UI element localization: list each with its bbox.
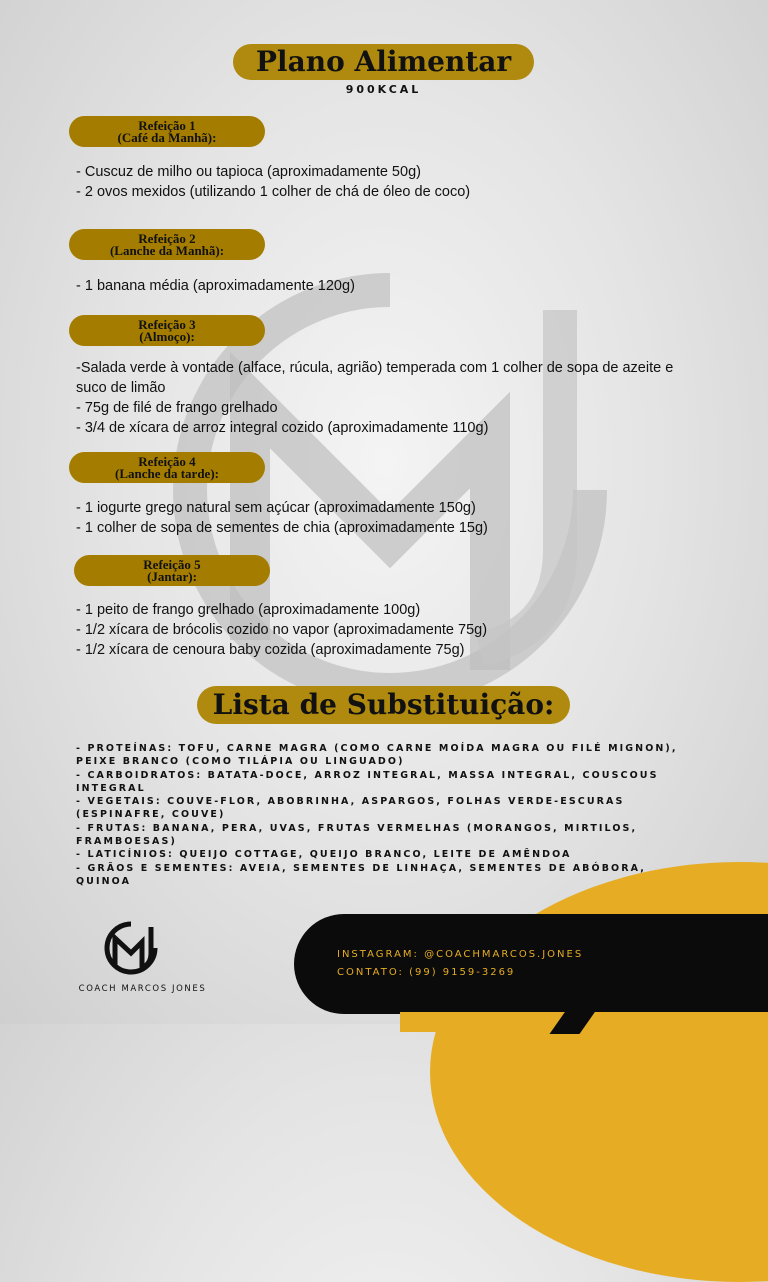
meal-3-label — [69, 315, 265, 346]
list-item: - 75g de filé de frango grelhado — [76, 400, 278, 416]
list-item: - CARBOIDRATOS: BATATA-DOCE, ARROZ INTEGRAL, MASSA INTEGRAL, COUSCOUS INTEGRAL — [76, 769, 659, 794]
meal-5-label — [74, 555, 270, 586]
meal-2-sub: (Lanche da Manhã): — [109, 242, 225, 258]
list-item: - GRÃOS E SEMENTES: AVEIA, SEMENTES DE LINHAÇA, SEMENTES DE ABÓBORA, QUINOA — [76, 862, 646, 887]
list-item: - 1 peito de frango grelhado (aproximadamente 100g) — [76, 602, 421, 618]
meal-2-name: Refeição 2 — [138, 230, 196, 246]
calorie-subtitle: 900KCAL — [345, 83, 422, 96]
meal-3-items — [76, 358, 696, 438]
list-item: - 1 banana média (aproximadamente 120g) — [76, 278, 355, 294]
meal-3-sub: (Almoço): — [139, 328, 195, 344]
meal-5-sub: (Jantar): — [147, 568, 197, 584]
list-item: - 1/2 xícara de cenoura baby cozida (aproximadamente 75g) — [76, 642, 465, 658]
meal-4-name: Refeição 4 — [138, 453, 196, 469]
meal-1-label — [69, 116, 265, 147]
meal-3-name: Refeição 3 — [138, 316, 196, 332]
meal-5-name: Refeição 5 — [143, 556, 201, 572]
list-item: -Salada verde à vontade (alface, rúcula, agrião) temperada com 1 colher de sopa de azeite e suco de limão — [76, 360, 674, 396]
mj-monogram-logo-icon — [104, 921, 158, 975]
meal-4-label — [69, 452, 265, 483]
meal-4-items — [76, 498, 696, 538]
list-item: - PROTEÍNAS: TOFU, CARNE MAGRA (COMO CARNE MOÍDA MAGRA OU FILÉ MIGNON), PEIXE BRANCO (COMO TILÁPIA OU LINGUADO) — [76, 743, 678, 768]
list-item: - LATICÍNIOS: QUEIJO COTTAGE, QUEIJO BRANCO, LEITE DE AMÊNDOA — [76, 849, 572, 861]
meal-4-sub: (Lanche da tarde): — [115, 465, 219, 481]
list-item: - FRUTAS: BANANA, PERA, UVAS, FRUTAS VERMELHAS (MORANGOS, MIRTILOS, FRAMBOESAS) — [76, 822, 638, 848]
list-item: - 1/2 xícara de brócolis cozido no vapor (aproximadamente 75g) — [76, 622, 488, 638]
list-item: - 3/4 de xícara de arroz integral cozido (aproximadamente 110g) — [76, 420, 489, 436]
meal-1-name: Refeição 1 — [138, 117, 196, 133]
meal-2-label — [69, 229, 265, 260]
meal-5-items — [76, 600, 696, 660]
meal-1-sub: (Café da Manhã): — [117, 129, 217, 145]
meal-2-items — [76, 276, 696, 296]
list-item: - 1 colher de sopa de sementes de chia (aproximadamente 15g) — [76, 520, 488, 536]
substitution-list — [76, 742, 696, 888]
brand-name: COACH MARCOS JONES — [78, 984, 207, 994]
footer-contact-bar — [294, 914, 768, 1014]
list-item: - 2 ovos mexidos (utilizando 1 colher de chá de óleo de coco) — [76, 184, 471, 200]
page-title: Plano Alimentar — [233, 44, 534, 80]
list-item: - VEGETAIS: COUVE-FLOR, ABOBRINHA, ASPARGOS, FOLHAS VERDE-ESCURAS (ESPINAFRE, COUVE) — [76, 796, 625, 821]
substitution-title: Lista de Substituição: — [197, 686, 570, 724]
list-item: - 1 iogurte grego natural sem açúcar (aproximadamente 150g) — [76, 500, 476, 516]
meal-1-items — [76, 162, 696, 202]
contact-phone[interactable]: CONTATO: (99) 9159-3269 — [337, 967, 516, 978]
list-item: - Cuscuz de milho ou tapioca (aproximadamente 50g) — [76, 164, 421, 180]
instagram-handle[interactable]: INSTAGRAM: @COACHMARCOS.JONES — [337, 949, 584, 960]
